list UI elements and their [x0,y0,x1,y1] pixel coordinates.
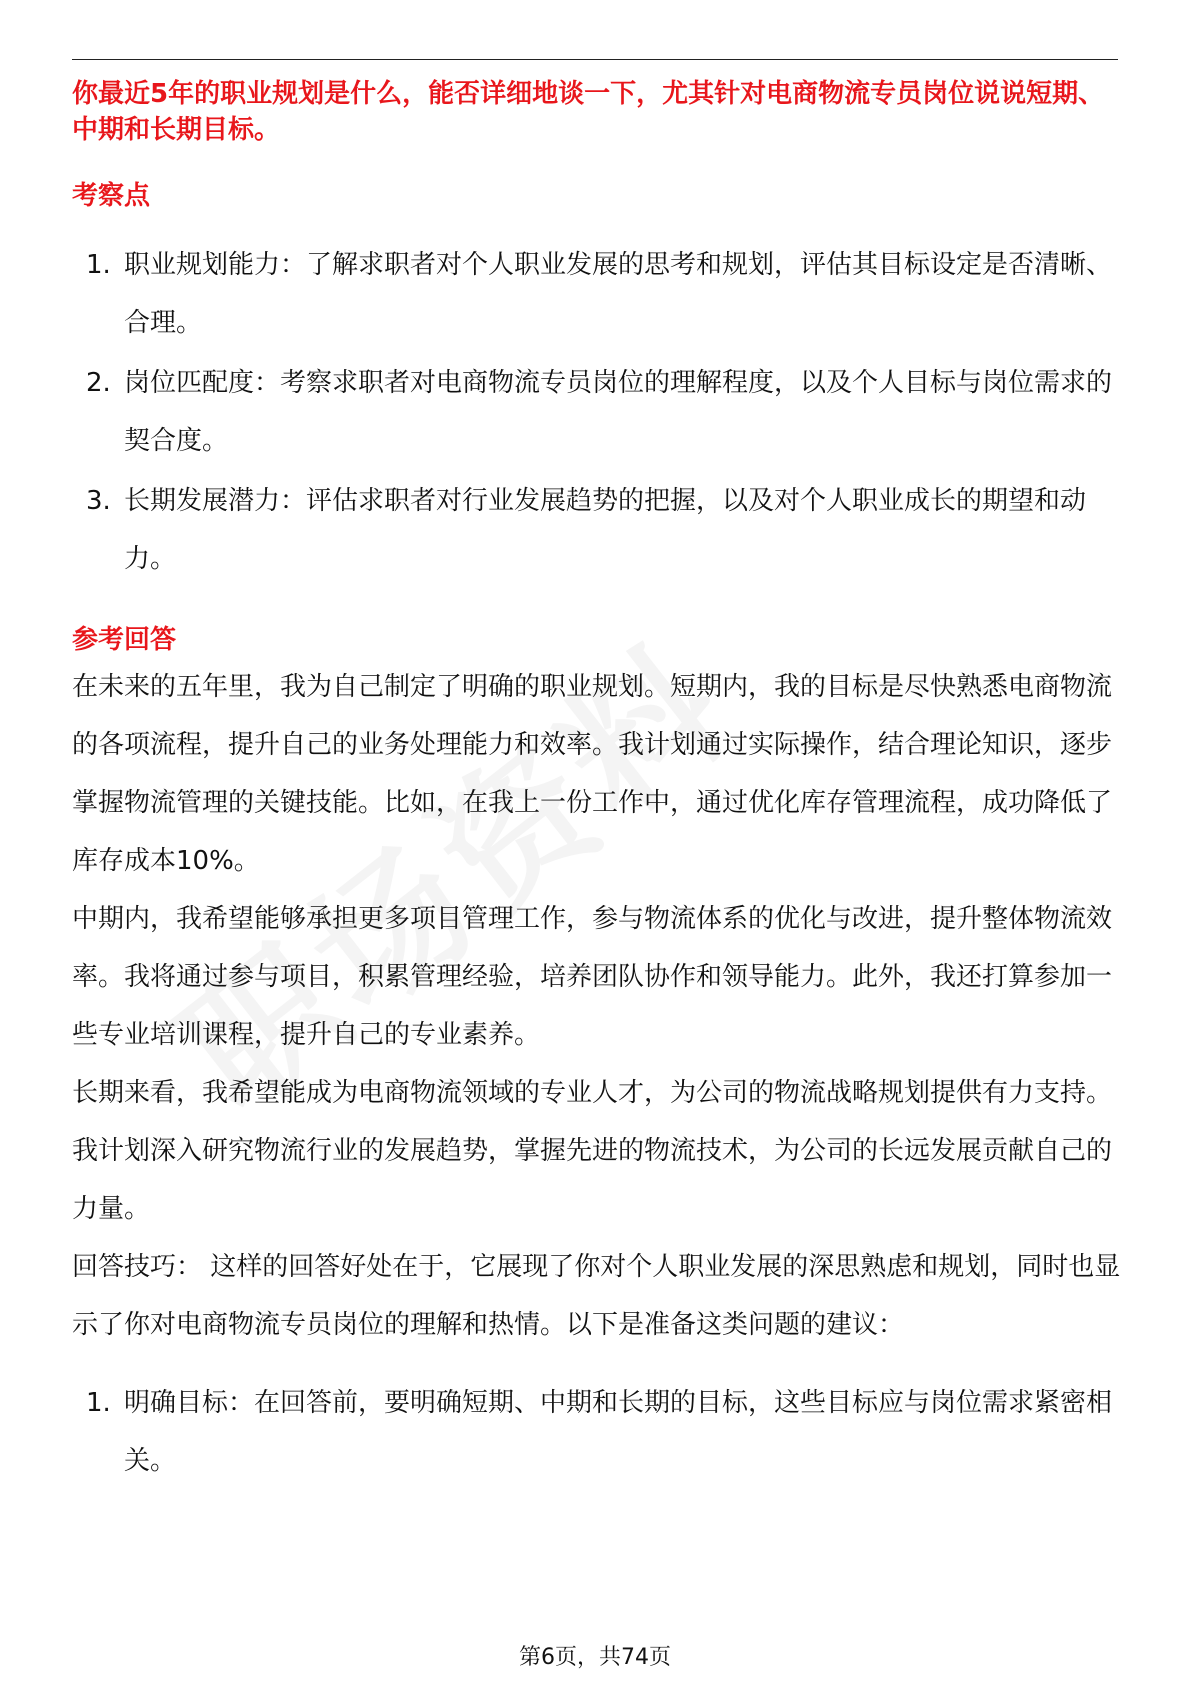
list-item: 1. 明确目标：在回答前，要明确短期、中期和长期的目标，这些目标应与岗位需求紧密相关。 [86,1388,1113,1476]
answer-paragraph-mid-term: 中期内，我希望能够承担更多项目管理工作，参与物流体系的优化与改进，提升整体物流效率。我将通过参与项目，积累管理经验，培养团队协作和领导能力。此外，我还打算参加一些专业培训课程，提升自己的专业素养。 [72,904,1113,1050]
evaluation-list [72,236,1122,588]
page-number: 第6页，共74页 [519,1645,671,1670]
page-content [72,76,1122,1490]
header-rule [72,59,1118,60]
section-title-evaluation: 考察点 [72,181,151,211]
list-item: 2. 岗位匹配度：考察求职者对电商物流专员岗位的理解程度，以及个人目标与岗位需求的契合度。 [86,368,1113,456]
answer-paragraph-short-term: 在未来的五年里，我为自己制定了明确的职业规划。短期内，我的目标是尽快熟悉电商物流的各项流程，提升自己的业务处理能力和效率。我计划通过实际操作，结合理论知识，逐步掌握物流管理的关键技能。比如，在我上一份工作中，通过优化库存管理流程，成功降低了库存成本10%。 [72,672,1113,876]
list-item: 3. 长期发展潜力：评估求职者对行业发展趋势的把握，以及对个人职业成长的期望和动力。 [86,486,1087,574]
tips-list [72,1374,1122,1490]
answer-tips-paragraph: 回答技巧： 这样的回答好处在于，它展现了你对个人职业发展的深思熟虑和规划，同时也显示了你对电商物流专员岗位的理解和热情。以下是准备这类问题的建议： [72,1252,1121,1340]
list-item: 1. 职业规划能力：了解求职者对个人职业发展的思考和规划，评估其目标设定是否清晰、合理。 [86,250,1113,338]
answer-paragraph-long-term: 长期来看，我希望能成为电商物流领域的专业人才，为公司的物流战略规划提供有力支持。我计划深入研究物流行业的发展趋势，掌握先进的物流技术，为公司的长远发展贡献自己的力量。 [72,1078,1113,1224]
interview-question: 你最近5年的职业规划是什么，能否详细地谈一下，尤其针对电商物流专员岗位说说短期、中期和长期目标。 [72,79,1105,145]
section-title-reference-answer: 参考回答 [72,625,177,655]
